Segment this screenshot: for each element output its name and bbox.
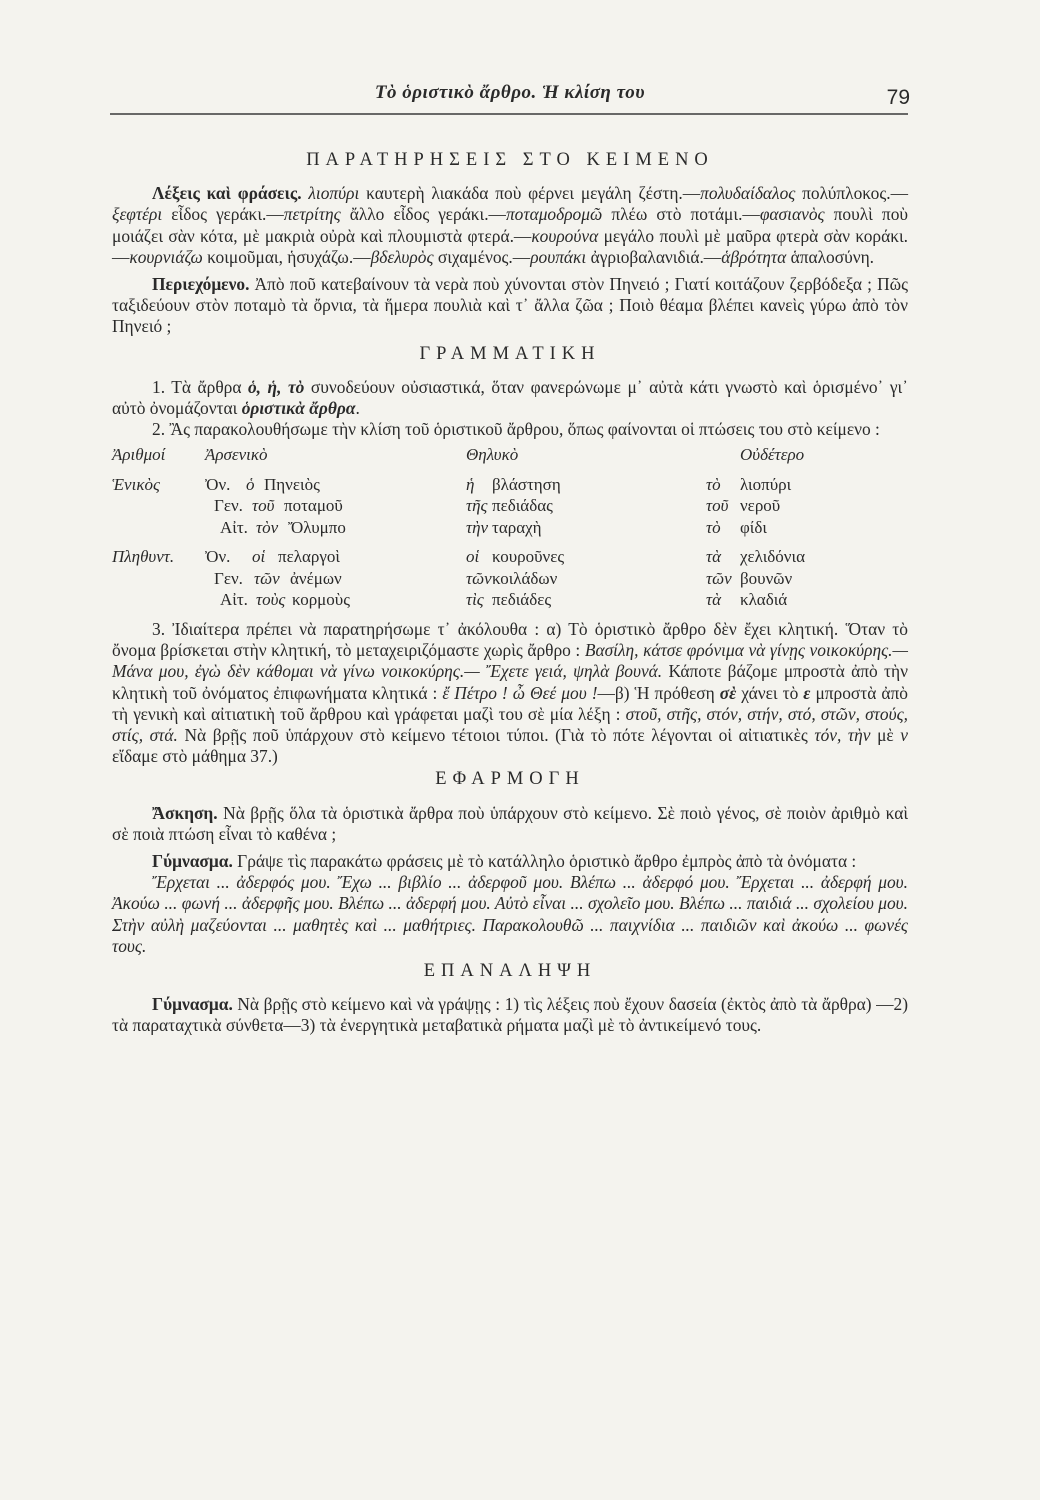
header-number: Ἀριθμοί [112, 445, 166, 465]
vocab-term: κουρνιάζω [129, 246, 203, 267]
masc-noun: πελαργοὶ [278, 547, 340, 567]
header-feminine: Θηλυκὸ [466, 445, 519, 465]
header-masculine: Ἀρσενικὸ [205, 445, 268, 465]
masc-noun: ποταμοῦ [284, 496, 343, 516]
case-label: Γεν. [214, 496, 243, 516]
fem-noun: κουροῦνες [492, 547, 565, 567]
case-label: Αἰτ. [220, 517, 248, 537]
grammar-p1-term: ὁριστικὰ ἄρθρα [241, 398, 356, 419]
vocab-def: πλέω στὸ ποτάμι.— [602, 204, 760, 225]
p3-h: μὲ [870, 724, 901, 745]
page-number: 79 [886, 86, 910, 109]
vocab-def: πολύπλοκος.— [795, 183, 908, 204]
fem-article: τὴν [466, 517, 489, 537]
vocab-term: κουρούνα [531, 225, 599, 246]
content-questions [112, 274, 908, 338]
masc-article: ὁ [246, 474, 255, 494]
grammar-point-2: 2. Ἂς παρακολουθήσωμε τὴν κλίση τοῦ ὁριστικοῦ ἄρθρου, ὅπως φαίνονται οἱ πτώσεις του στὸ κείμενο : [152, 419, 880, 440]
vocab-term: ποταμοδρομῶ [505, 204, 603, 225]
grammar-p1-mid: συνοδεύουν οὐσιαστικά, ὅταν φανερώνωμε μ᾽ αὐτὰ κάτι γνωστὸ καὶ ὁρισμένο᾽ γι᾽ αὐτὸ ὀνομάζονται [112, 376, 908, 419]
declension-row [112, 495, 908, 517]
review-label: Γύμνασμα. [152, 994, 233, 1015]
vocab-def: κοιμοῦμαι, ἡσυχάζω.— [202, 246, 371, 267]
p3-b: Κάποτε βάζομε μπροστὰ ἀπὸ τὴν κλητικὴ τοῦ ὀνόματος ἐπιφωνήματα κλητικά : [112, 661, 909, 703]
grammar-point-3 [112, 619, 908, 767]
declension-header-row [112, 444, 908, 466]
p3-preposition: σὲ [719, 682, 737, 703]
masc-noun: Πηνειὸς [264, 474, 320, 494]
declension-row [112, 517, 908, 539]
fem-noun: βλάστηση [492, 474, 561, 494]
vocab-def: εἶδος γεράκι.— [162, 204, 284, 225]
fem-article: τῶν [466, 568, 492, 588]
p3-f: μπροστὰ ἀπὸ τὴ γενικὴ καὶ αἰτιατικὴ τοῦ ἄρθρου καὶ γράφεται μαζὶ του σὲ μία λέξη : [112, 682, 908, 724]
vocab-def: ἁπαλοσύνη. [786, 246, 875, 267]
masc-noun: ἀνέμων [290, 568, 342, 588]
neut-noun: λιοπύρι [740, 474, 792, 494]
vocab-def: καυτερὴ λιακάδα ποὺ φέρνει μεγάλη ζέστη.— [359, 183, 701, 204]
case-label: Αἰτ. [220, 590, 248, 610]
grammar-p1-articles: ὁ, ἡ, τὸ [247, 376, 305, 397]
grammar-heading: ΓΡΑΜΜΑΤΙΚΗ [419, 343, 601, 364]
neut-article: τὸ [706, 474, 721, 494]
gymnasma-text: Γράψε τὶς παρακάτω φράσεις μὲ τὸ κατάλληλο ὁριστικὸ ἄρθρο ἐμπρὸς ἀπὸ τὰ ὀνόματα : [232, 850, 857, 871]
vocab-def: σιχαμένος.— [433, 246, 531, 267]
vocabulary-label: Λέξεις καὶ φράσεις. [152, 183, 302, 204]
vocab-def: ἀγριοβαλανιδιά.— [586, 246, 722, 267]
review-text: Νὰ βρῇς στὸ κείμενο καὶ νὰ γράψῃς : 1) τὶς λέξεις ποὺ ἔχουν δασεία (ἐκτὸς ἀπὸ τὰ ἄρθρα) —2) τὰ παραταχτικὰ σύνθετα—3) τὰ ἐνεργητικὰ μεταβατικὰ ρήματα μαζὶ μὲ τὸ ἀντικείμενό τους. [112, 994, 908, 1036]
observations-heading: ΠΑΡΑΤΗΡΗΣΕΙΣ ΣΤΟ ΚΕΙΜΕΝΟ [306, 150, 714, 170]
fem-article: τὶς [466, 590, 484, 610]
vocab-def: πουλὶ ποὺ μοιάζει σὰν κότα, μὲ μακριὰ οὐρὰ καὶ πλουμιστὰ φτερά.— [112, 204, 908, 246]
neut-article: τὰ [706, 590, 722, 610]
fem-noun: πεδιάδες [492, 590, 552, 610]
fem-noun: πεδιάδας [492, 496, 553, 516]
grammar-p1-end: . [355, 398, 360, 419]
gymnasma-sentences: Ἔρχεται ... ἀδερφός μου. Ἔχω ... βιβλίο ... ἀδερφοῦ μου. Βλέπω ... ἀδερφό μου. Ἔρχεται ... ἀδερφή μου. Ἀκούω ... φωνή ... ἀδερφῆς μου. Βλέπω ... ἀδερφή μου. Αὐτὸ εἶναι ... σχολεῖο μου. Βλέπω ... παιδιά ... σχολείου μου. Στὴν αὐλὴ μαζεύονται ... μαθητὲς καὶ ... μαθήτριες. Παρακολουθῶ ... παιχνίδια ... παιδιῶν καὶ ἀκούω ... φωνές τους. [112, 872, 908, 956]
fem-article: οἱ [466, 547, 480, 567]
case-label: Ὀν. [205, 474, 231, 494]
p3-letter: ε [803, 682, 811, 703]
vocab-term: ρουπάκι [530, 246, 587, 267]
vocab-def: ἄλλο εἶδος γεράκι.— [340, 204, 506, 225]
neut-article: τοῦ [706, 496, 729, 516]
review-paragraph [112, 994, 908, 1036]
fem-article: ἡ [466, 474, 475, 494]
case-label: Ὀν. [205, 547, 231, 567]
header-neuter: Οὐδέτερο [740, 445, 805, 465]
content-label: Περιεχόμενο. [152, 274, 250, 295]
running-title: Τὸ ὁριστικὸ ἄρθρο. Ἡ κλίση του [374, 82, 646, 103]
grammar-p1-start: 1. Τὰ ἄρθρα [152, 376, 248, 397]
vocabulary-paragraph [112, 183, 908, 268]
wavy-rule [110, 108, 910, 120]
neut-noun: φίδι [740, 517, 767, 537]
vocab-term: φασιανὸς [759, 204, 825, 225]
vocab-term: ξεφτέρι [112, 204, 163, 225]
plural-label: Πληθυντ. [112, 547, 175, 567]
p3-example-5: ν [900, 724, 909, 745]
masc-noun: Ὄλυμπο [288, 517, 346, 537]
p3-j: εἴδαμε στὸ μάθημα 37.) [112, 746, 278, 767]
p3-a: 3. Ἰδιαίτερα πρέπει νὰ παρατηρήσωμε τ᾽ ἀκόλουθα : α) Τὸ ὁριστικὸ ἄρθρο δὲν ἔχει κλητική. Ὅταν τὸ ὄνομα βρίσκεται στὴν κλητική, τὸ μεταχειριζόμαστε χωρὶς ἄρθρο : [112, 618, 908, 661]
fem-noun: κοιλάδων [492, 568, 558, 588]
vocab-def: μεγάλο πουλὶ μὲ μαῦρα φτερὰ σὰν κοράκι.— [112, 225, 908, 267]
p3-c: —β) Ἡ πρόθεση [597, 682, 720, 703]
p3-g: Νὰ βρῇς ποῦ ὑπάρχουν στὸ κείμενο τέτοιοι τύποι. (Γιὰ τὸ πότε λέγονται οἱ αἰτιατικὲς [177, 724, 815, 745]
neut-noun: βουνῶν [740, 568, 793, 588]
vocab-term: πετρίτης [283, 204, 341, 225]
masc-article: τοῦ [252, 496, 275, 516]
declension-table [112, 444, 908, 611]
neut-noun: χελιδόνια [740, 547, 805, 567]
declension-row [112, 589, 908, 611]
masc-article: οἱ [252, 547, 266, 567]
vocab-term: λιοπύρι [308, 183, 360, 204]
gymnasma-paragraph [112, 851, 908, 872]
singular-label: Ἑνικὸς [112, 474, 160, 494]
case-label: Γεν. [214, 568, 243, 588]
fem-noun: ταραχὴ [492, 517, 542, 537]
neut-article: τὸ [706, 517, 721, 537]
vocab-term: πολυδαίδαλος [700, 183, 796, 204]
gymnasma-label: Γύμνασμα. [152, 850, 233, 871]
p3-example-4: τόν, τὴν [814, 724, 871, 745]
page-content [112, 150, 908, 1037]
masc-article: τῶν [254, 568, 280, 588]
masc-article: τὸν [256, 517, 279, 537]
masc-noun: κορμοὺς [292, 590, 350, 610]
neut-noun: νεροῦ [740, 496, 781, 516]
declension-row [112, 568, 908, 590]
neut-article: τῶν [706, 568, 732, 588]
vocab-term: ἁβρότητα [721, 246, 787, 267]
exercise-label: Ἄσκηση. [152, 802, 218, 823]
exercise-paragraph [112, 803, 908, 845]
content-text: Ἀπὸ ποῦ κατεβαίνουν τὰ νερὰ ποὺ χύνονται στὸν Πηνειό ; Γιατί κοιτάζουν ζερβόδεξα ; Πῶς ταξιδεύουν στὸν ποταμὸ τὰ ὄρνια, τὰ ἥμερα πουλιὰ καὶ τ᾽ ἄλλα ζῶα ; Ποιὸ θέαμα βλέπει κανεὶς γύρω ἀπὸ τὸν Πηνειό ; [112, 274, 908, 337]
p3-example-1: Βασίλη, κάτσε φρόνιμα νὰ γίνῃς νοικοκύρης.—Μάνα μου, ἐγὼ δὲν κάθομαι νὰ γίνω νοικοκύρης.— Ἔχετε γειά, ψηλὰ βουνά. [112, 640, 908, 682]
p3-example-3: στοῦ, στῆς, στόν, στήν, στό, στῶν, στούς, στίς, στά. [112, 703, 908, 745]
grammar-point-1 [112, 377, 908, 419]
p3-example-2: ἔ Πέτρο ! ὦ Θεέ μου ! [442, 682, 598, 703]
declension-row [112, 546, 908, 568]
exercise-text: Νὰ βρῇς ὅλα τὰ ὁριστικὰ ἄρθρα ποὺ ὑπάρχουν στὸ κείμενο. Σὲ ποιὸ γένος, σὲ ποιὸν ἀριθμὸ καὶ σὲ ποιὰ πτώση εἶναι τὸ καθένα ; [112, 802, 908, 844]
neut-article: τὰ [706, 547, 722, 567]
masc-article: τοὺς [256, 590, 286, 610]
declension-row [112, 474, 908, 496]
fem-article: τῆς [466, 496, 488, 516]
p3-d: χάνει τὸ [736, 682, 804, 703]
neut-noun: κλαδιά [740, 590, 788, 610]
application-heading: ΕΦΑΡΜΟΓΗ [435, 769, 585, 790]
vocab-term: βδελυρὸς [370, 246, 434, 267]
running-header [110, 82, 910, 122]
review-heading: ΕΠΑΝΑΛΗΨΗ [423, 960, 597, 981]
